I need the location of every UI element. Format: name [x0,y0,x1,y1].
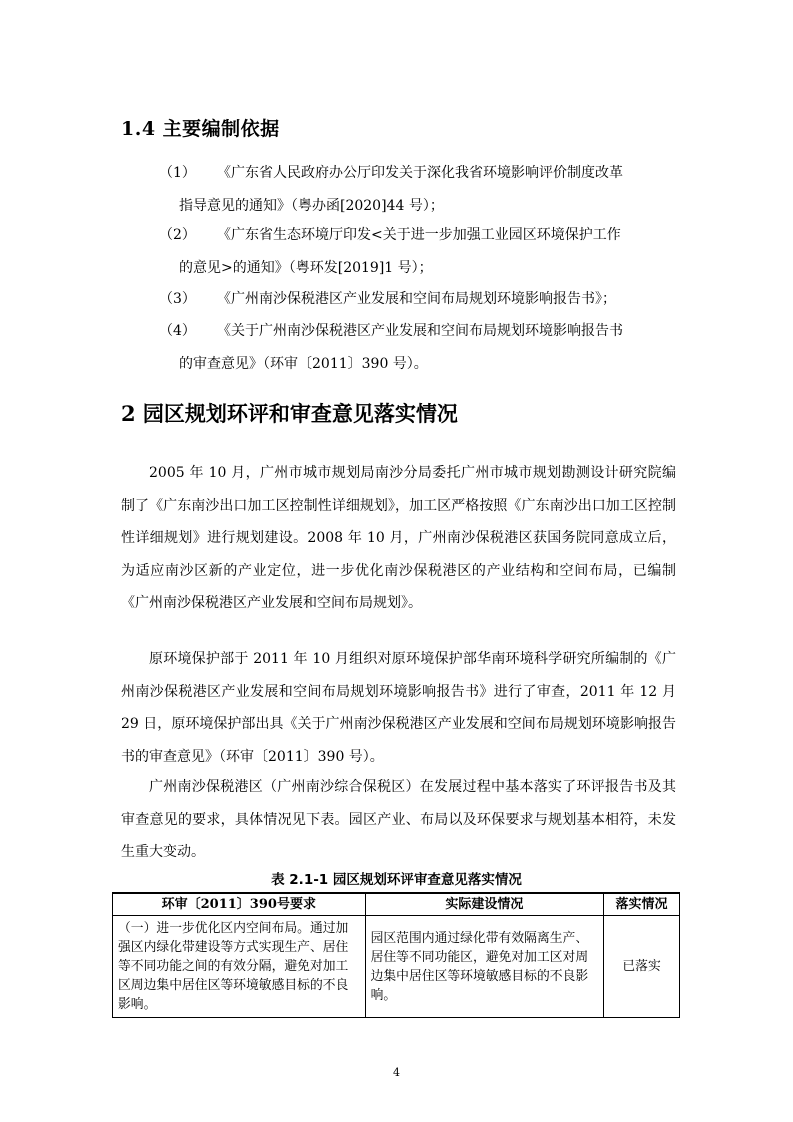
reference-number: （3） [159,291,196,307]
reference-text-cont: 的审查意见》（环审〔2011〕390 号）。 [179,356,428,372]
cell-requirement: （一）进一步优化区内空间布局。通过加强区内绿化带建设等方式实现生产、居住等不同功能之间的有效分隔，避免对加工区周边集中居住区等环境敏感目标的不良影响。 [113,916,366,1018]
table-caption: 表 2.1-1 园区规划环评审查意见落实情况 [271,872,522,888]
table-row [113,916,680,1018]
reference-number: （2） [159,227,196,243]
header-actual-construction: 实际建设情况 [365,893,604,916]
header-implementation-status: 落实情况 [604,893,680,916]
reference-text: 《关于广州南沙保税港区产业发展和空间布局规划环境影响报告书 [217,323,623,339]
cell-status: 已落实 [604,916,680,1018]
reference-text: 《广东省生态环境厅印发<关于进一步加强工业园区环境保护工作 [217,227,621,243]
reference-number: （4） [159,323,196,339]
reference-text-cont: 的意见>的通知》（粤环发[2019]1 号）； [179,260,433,276]
reference-text: 《广东省人民政府办公厅印发关于深化我省环境影响评价制度改革 [217,165,623,181]
body-paragraph-1: 2005 年 10 月，广州市城市规划局南沙分局委托广州市城市规划勘测设计研究院编制了《广东南沙出口加工区控制性详细规划》，加工区严格按照《广东南沙出口加工区控制性详细规划》进行规划建设。2008 年 10 月，广州南沙保税港区获国务院同意成立后，为适应南沙区新的产业定位，进一步优化南沙保税港区的产业结构和空间布局，已编制《广州南沙保税港区产业发展和空间布局规划》。 [121,465,676,611]
table-header-row [113,893,680,916]
reference-number: （1） [159,165,196,181]
page-number: 4 [393,1066,400,1079]
cell-actual-construction: 园区范围内通过绿化带有效隔离生产、居住等不同功能区，避免对加工区对周边集中居住区等环境敏感目标的不良影响。 [365,916,604,1018]
section-heading-1-4: 1.4 主要编制依据 [121,118,280,140]
reference-text-cont: 指导意见的通知》（粤办函[2020]44 号）； [179,198,444,214]
reference-item-2 [121,219,681,285]
reference-text: 《广州南沙保税港区产业发展和空间布局规划环境影响报告书》； [217,291,616,307]
reference-item-4 [121,315,681,381]
section-heading-2: 2 园区规划环评和审查意见落实情况 [121,401,458,426]
compliance-table [112,892,680,1018]
reference-item-3 [121,283,681,316]
body-paragraph-3: 广州南沙保税港区（广州南沙综合保税区）在发展过程中基本落实了环评报告书及其审查意见的要求，具体情况见下表。园区产业、布局以及环保要求与规划基本相符，未发生重大变动。 [121,779,676,860]
reference-item-1 [121,157,681,223]
header-requirement: 环审〔2011〕390号要求 [113,893,366,916]
body-paragraph-2: 原环境保护部于 2011 年 10 月组织对原环境保护部华南环境科学研究所编制的《广州南沙保税港区产业发展和空间布局规划环境影响报告书》进行了审查，2011 年 12 月 29 日，原环境保护部出具《关于广州南沙保税港区产业发展和空间布局规划环境影响报告书的审查意见》（环审〔2011〕390 号）。 [121,651,676,765]
